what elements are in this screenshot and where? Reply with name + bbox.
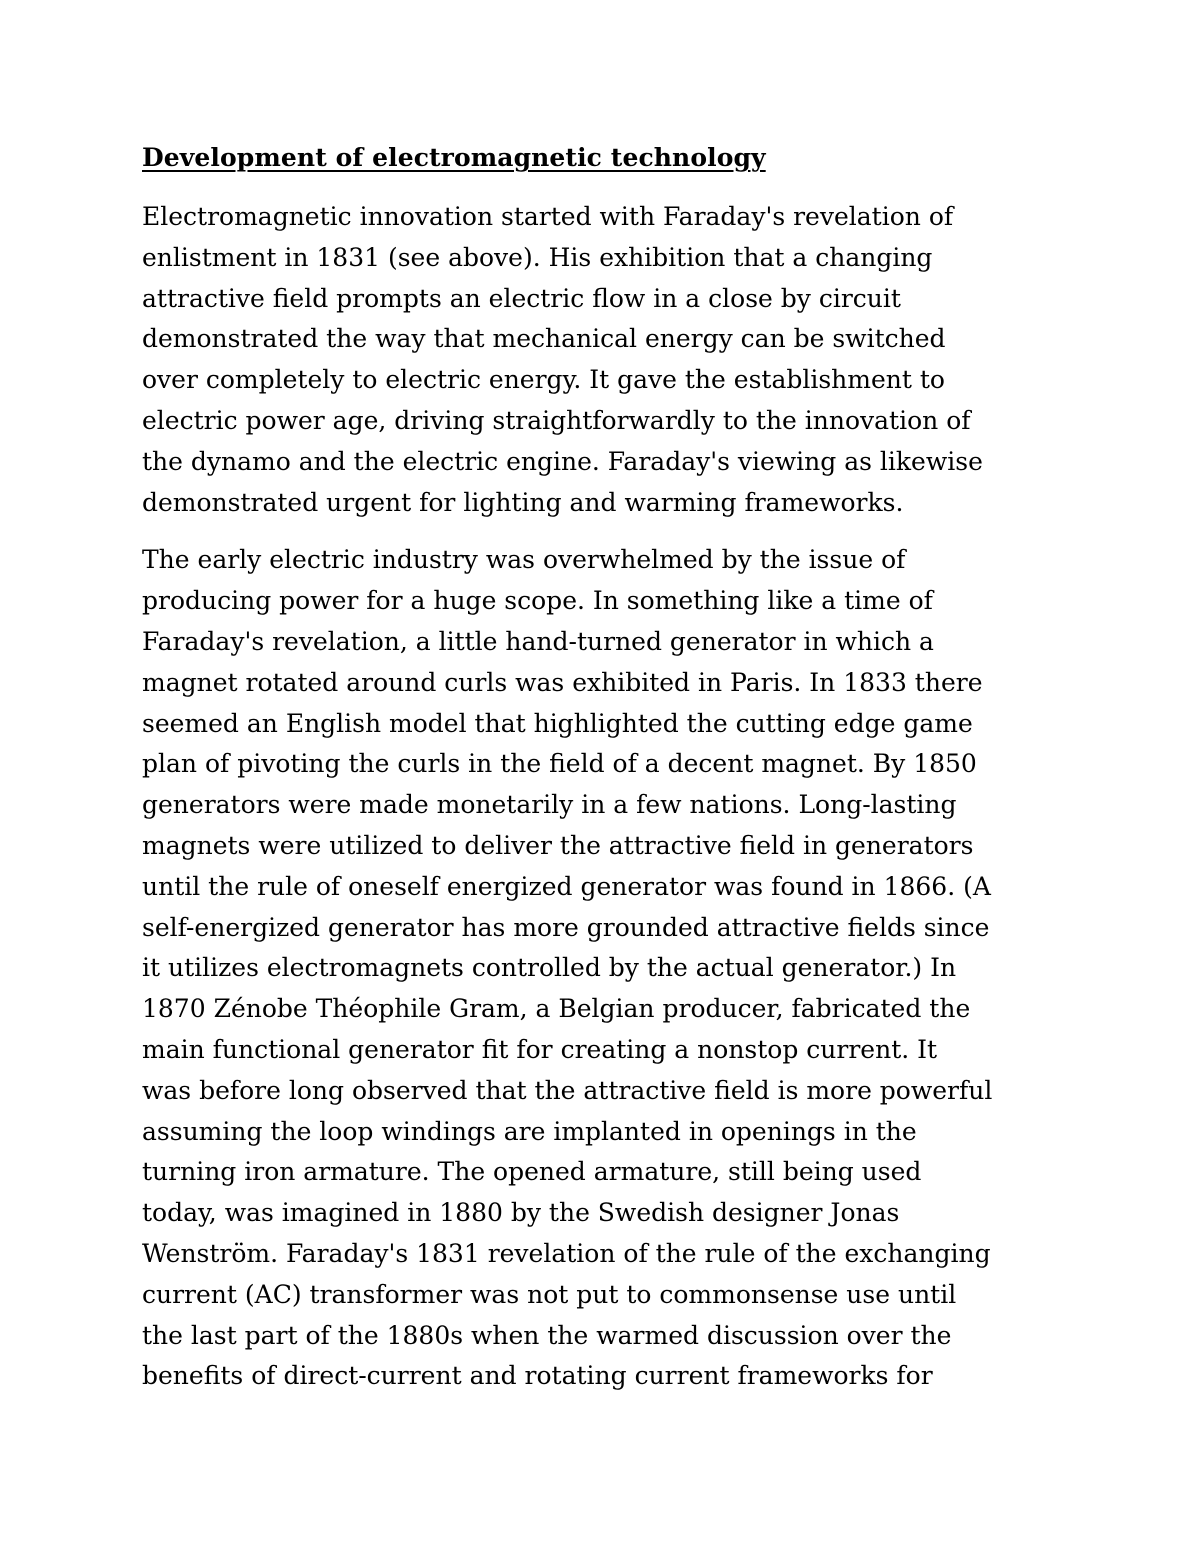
text-line: Wenström. Faraday's 1831 revelation of the rule of the exchanging — [142, 1238, 991, 1268]
text-line: until the rule of oneself energized generator was found in 1866. (A — [142, 871, 991, 901]
text-line: magnets were utilized to deliver the attractive field in generators — [142, 830, 974, 860]
text-line: producing power for a huge scope. In something like a time of — [142, 586, 933, 616]
text-line: plan of pivoting the curls in the field of a decent magnet. By 1850 — [142, 749, 977, 779]
text-line: seemed an English model that highlighted the cutting edge game — [142, 708, 973, 738]
text-line: benefits of direct-current and rotating current frameworks for — [142, 1361, 933, 1391]
text-line: Electromagnetic innovation started with Faraday's revelation of — [142, 202, 954, 231]
text-line: assuming the loop windings are implanted in openings in the — [142, 1116, 917, 1146]
text-line: today, was imagined in 1880 by the Swedish designer Jonas — [142, 1198, 900, 1228]
text-line: the dynamo and the electric engine. Faraday's viewing as likewise — [142, 446, 983, 476]
text-line: turning iron armature. The opened armature, still being used — [142, 1157, 922, 1187]
text-line: current (AC) transformer was not put to commonsense use until — [142, 1279, 957, 1309]
text-line: magnet rotated around curls was exhibited in Paris. In 1833 there — [142, 667, 983, 697]
text-line: over completely to electric energy. It gave the establishment to — [142, 365, 945, 395]
text-line: Faraday's revelation, a little hand-turned generator in which a — [142, 626, 934, 656]
text-line: 1870 Zénobe Théophile Gram, a Belgian producer, fabricated the — [142, 994, 971, 1024]
paragraph-2 — [142, 540, 1062, 1397]
text-line: attractive field prompts an electric flow in a close by circuit — [142, 283, 901, 313]
text-line: The early electric industry was overwhelmed by the issue of — [142, 545, 906, 575]
text-line: demonstrated the way that mechanical energy can be switched — [142, 324, 946, 354]
paragraph-1 — [142, 197, 1062, 523]
text-line: the last part of the 1880s when the warmed discussion over the — [142, 1320, 952, 1350]
text-line: electric power age, driving straightforwardly to the innovation of — [142, 405, 971, 435]
document-body — [142, 136, 1062, 1414]
text-line: demonstrated urgent for lighting and warming frameworks. — [142, 487, 904, 517]
text-line: was before long observed that the attractive field is more powerful — [142, 1075, 993, 1105]
text-line: enlistment in 1831 (see above). His exhibition that a changing — [142, 242, 933, 272]
text-line: main functional generator fit for creating a nonstop current. It — [142, 1034, 938, 1064]
text-line: self-energized generator has more grounded attractive fields since — [142, 912, 990, 942]
text-line: generators were made monetarily in a few nations. Long-lasting — [142, 790, 957, 820]
text-line: it utilizes electromagnets controlled by the actual generator.) In — [142, 953, 957, 983]
document-title: Development of electromagnetic technology — [142, 143, 766, 172]
